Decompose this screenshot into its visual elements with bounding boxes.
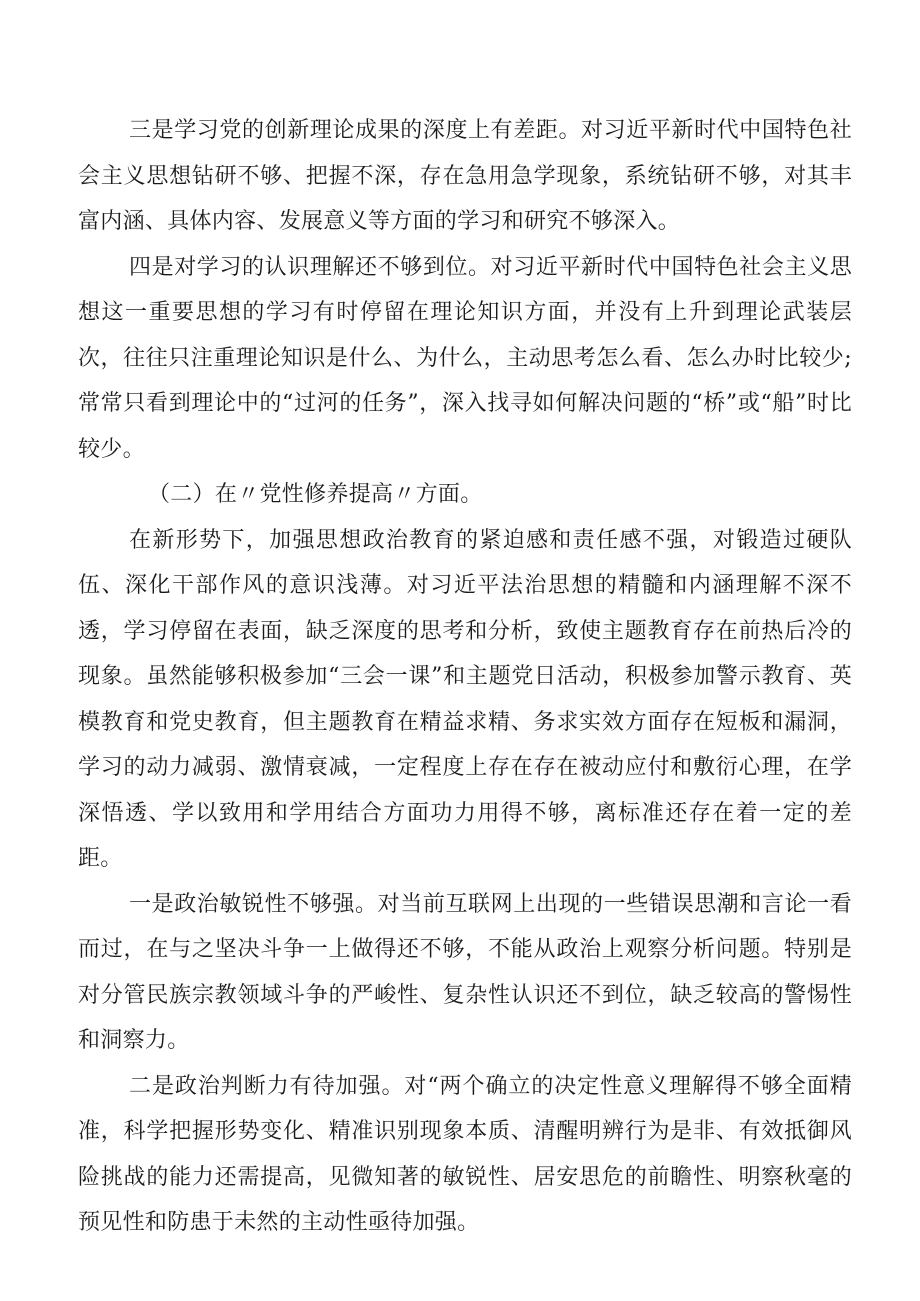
paragraph-study-understanding: 四是对学习的认识理解还不够到位。对习近平新时代中国特色社会主义思想这一重要思想的学习有时停留在理论知识方面，并没有上升到理论武装层次，往往只注重理论知识是什么、为什么，主动思考怎么看、怎么办时比较少;常常只看到理论中的“过河的任务”，深入找寻如何解决问题的“桥”或“船”时比较少。 (78, 254, 852, 462)
paragraph-study-depth: 三是学习党的创新理论成果的深度上有差距。对习近平新时代中国特色社会主义思想钻研不够、把握不深，存在急用急学现象，系统钻研不够，对其丰富内涵、具体内容、发展意义等方面的学习和研究不够深入。 (78, 118, 852, 234)
paragraph-political-sensitivity: 一是政治敏锐性不够强。对当前互联网上出现的一些错误思潮和言论一看而过，在与之坚决斗争一上做得还不够，不能从政治上观察分析问题。特别是对分管民族宗教领域斗争的严峻性、复杂性认识还不到位，缺乏较高的警惕性和洞察力。 (78, 891, 852, 1053)
paragraph-political-judgment: 二是政治判断力有待加强。对“两个确立的决定性意义理解得不够全面精准，科学把握形势变化、精准识别现象本质、清醒明辨行为是非、有效抵御风险挑战的能力还需提高，见微知著的敏锐性、居安思危的前瞻性、明察秋毫的预见性和防患于未然的主动性亟待加强。 (78, 1073, 852, 1235)
section-heading-party-spirit: （二）在〃党性修养提高〃方面。 (148, 482, 483, 507)
paragraph-new-situation: 在新形势下，加强思想政治教育的紧迫感和责任感不强，对锻造过硬队伍、深化干部作风的意识浅薄。对习近平法治思想的精髓和内涵理解不深不透，学习停留在表面，缺乏深度的思考和分析，致使主题教育存在前热后冷的现象。虽然能够积极参加“三会一课”和主题党日活动，积极参加警示教育、英模教育和党史教育，但主题教育在精益求精、务求实效方面存在短板和漏洞，学习的动力减弱、激情衰减，一定程度上存在存在被动应付和敷衍心理，在学深悟透、学以致用和学用结合方面功力用得不够，离标准还存在着一定的差距。 (78, 527, 852, 871)
document-body (78, 108, 852, 1246)
